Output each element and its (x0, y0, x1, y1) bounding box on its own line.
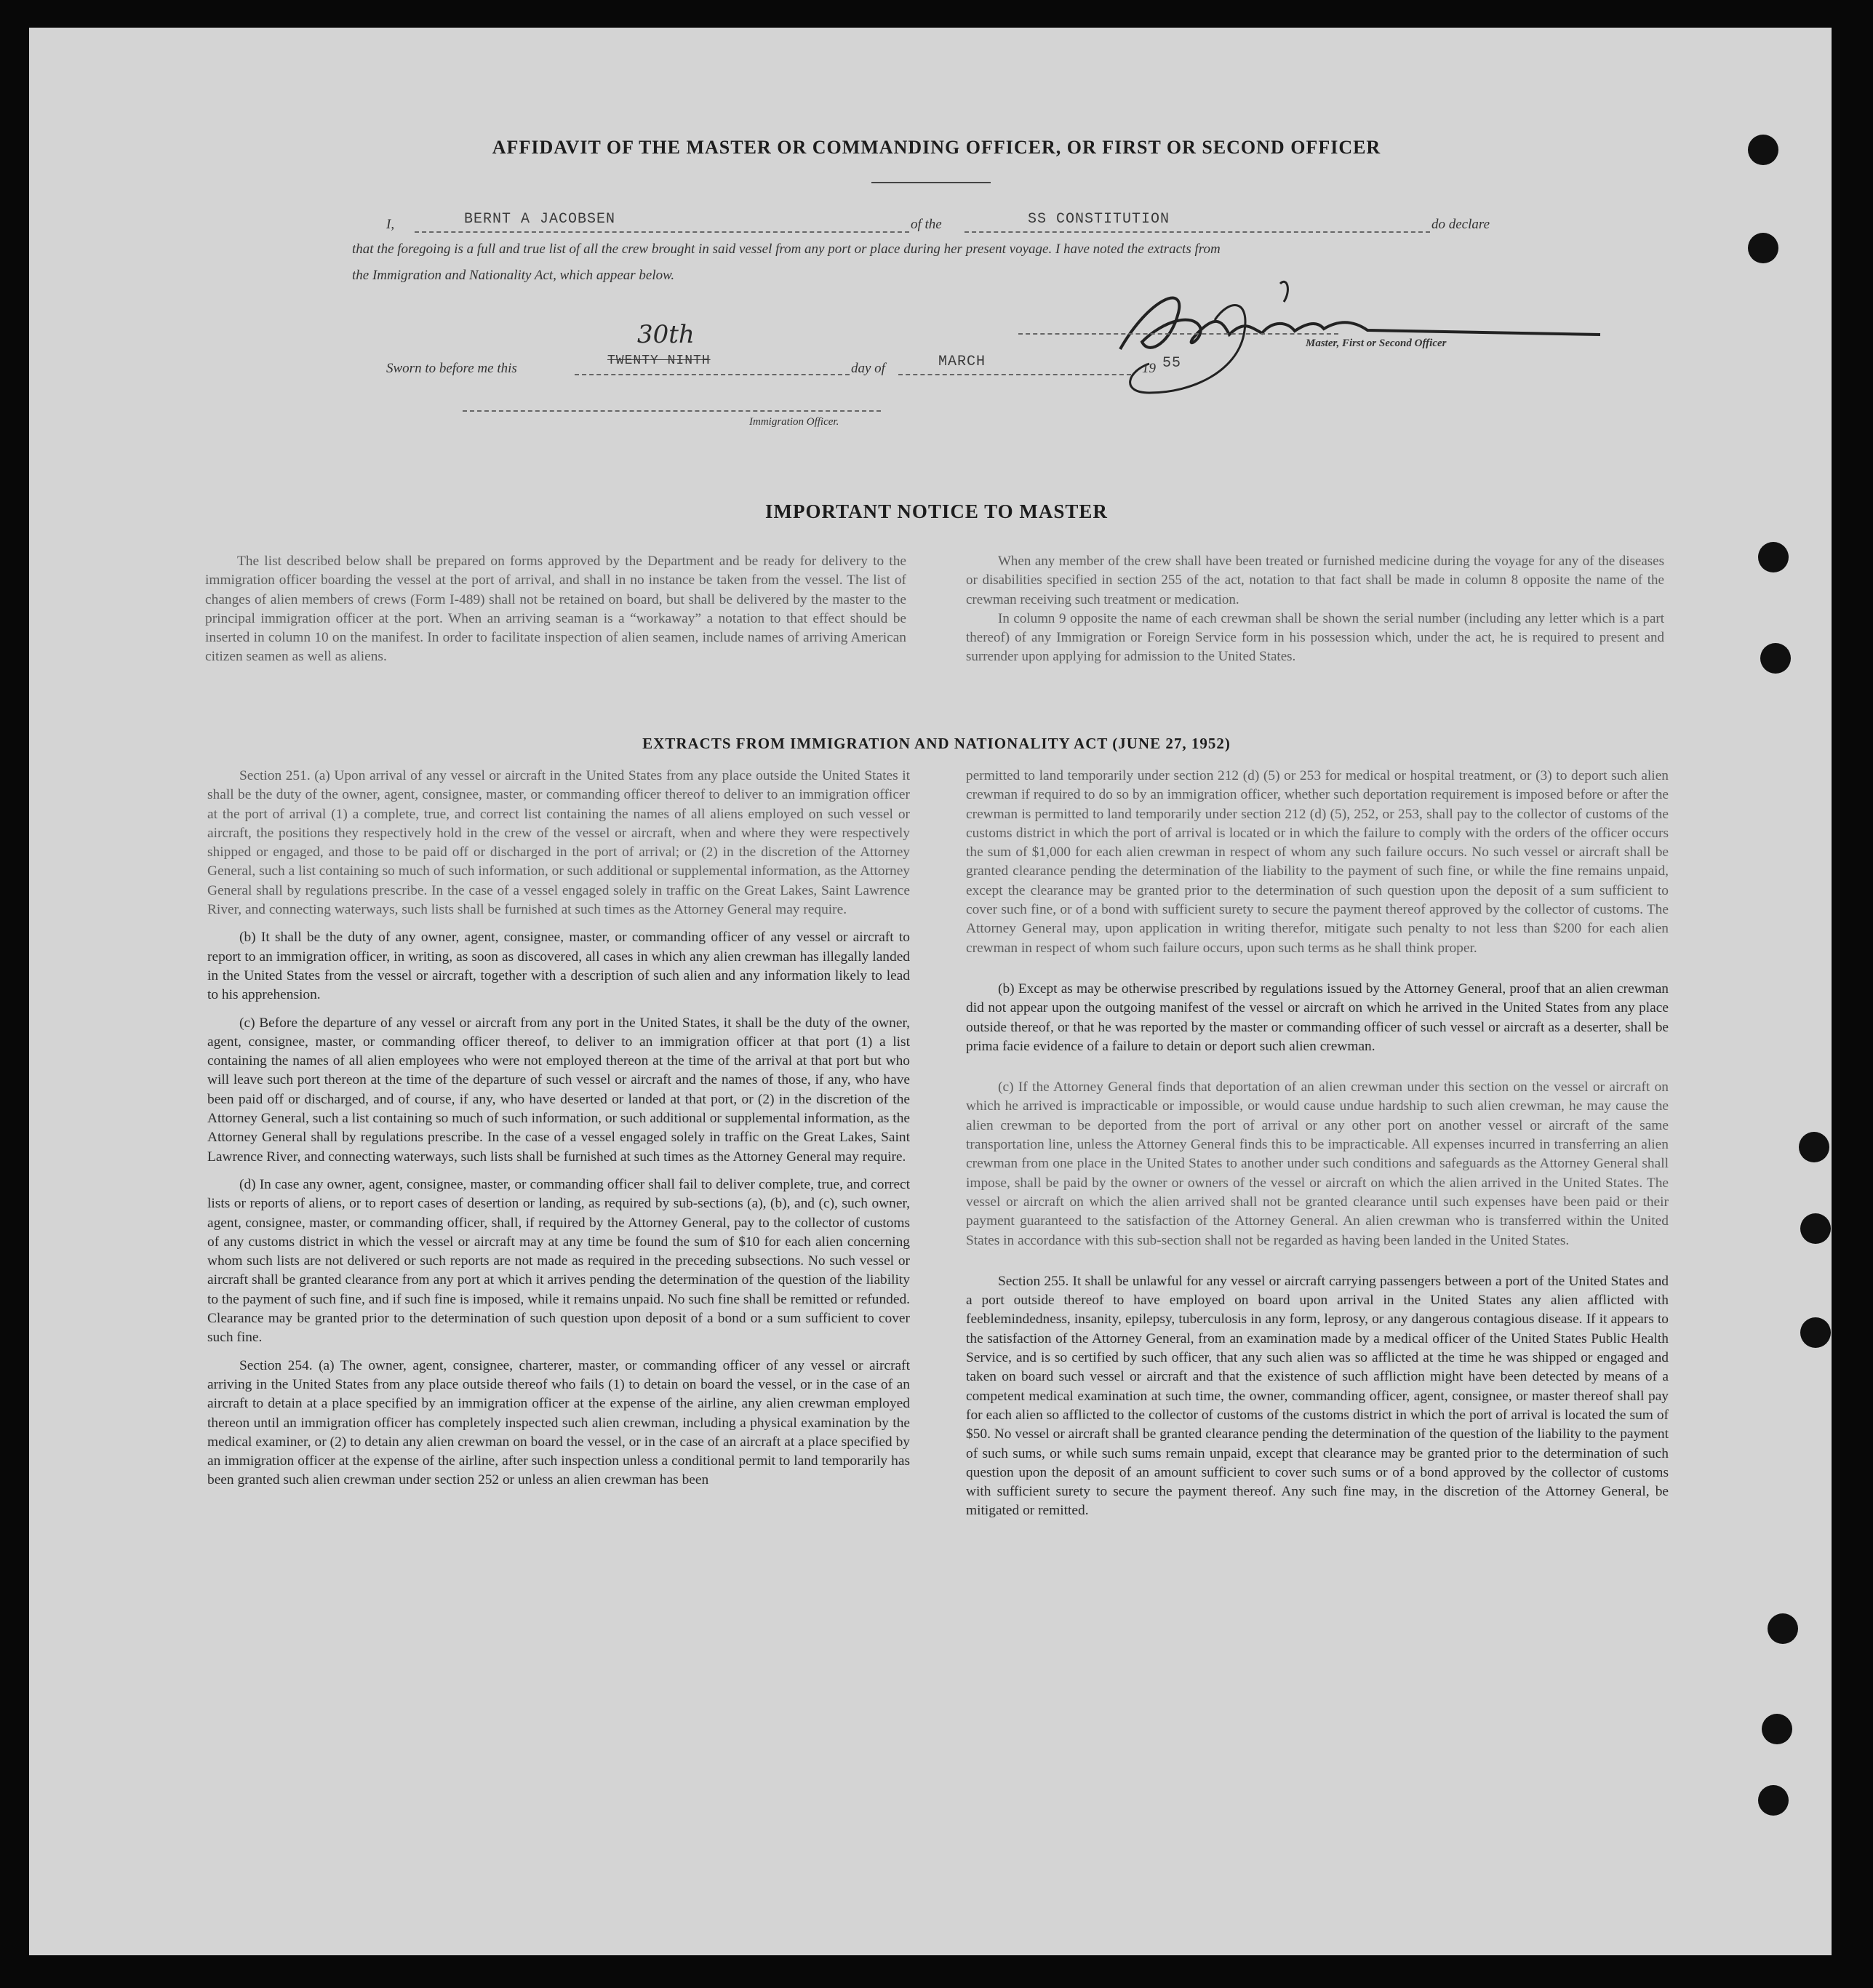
vessel-line (965, 231, 1430, 233)
day-line (575, 374, 850, 375)
day-of-label: day of (851, 361, 885, 376)
declaration-line-3: the Immigration and Nationality Act, which appear below. (352, 268, 675, 283)
punch-hole (1762, 1714, 1792, 1744)
extracts-left-column (207, 767, 910, 1499)
month: MARCH (938, 354, 986, 370)
section-251-b: (b) It shall be the duty of any owner, agent, consignee, master, or commanding officer of any vessel or aircraft to report to an immigration officer, in writing, as soon as discovered, all cases in which any alien crewman has illegally landed in the United States from the vessel or aircraft, together with a description of such alien and any information likely to lead to his apprehension. (207, 930, 910, 1003)
year: 55 (1162, 355, 1182, 372)
master-signature (1106, 269, 1615, 400)
section-255: Section 255. It shall be unlawful for any vessel or aircraft carrying passengers between a port of the United States and a port outside thereof to have employed on board upon arrival in the United States any alien afflicted with feeblemindedness, insanity, epilepsy, tuberculosis in any form, leprosy, or any dangerous contagious disease. If it appears to the satisfaction of the Attorney General, from an examination made by a medical officer of the United States Public Health Service, and is so certified by such officer, that any such alien was so afflicted at the time he was shipped or engaged and taken on board such vessel or aircraft and that the existence of such affliction might have been detected by means of a competent medical examination at such time, the owner, commanding officer, agent, consignee, or master thereof shall pay for each alien so afflicted to the collector of customs of the customs district in which the port of arrival is located the sum of $50. No vessel or aircraft shall be granted clearance pending the determination of the question of the liability to the payment of such sums, or while such sums remain unpaid, except that clearance may be granted prior to the determination of such question upon the deposit of an amount sufficient to cover such sums or of a bond approved by the collector of customs with sufficient surety to secure the payment thereof. Any such fine may, in the discretion of the Attorney General, be mitigated or remitted. (966, 1273, 1669, 1519)
extracts-right-column (966, 767, 1669, 1530)
section-251-d: (d) In case any owner, agent, consignee, master, or commanding officer shall fail to deliver complete, true, and correct lists or reports of aliens, or to report cases of desertion or landing, as required by sub-sections (a), (b), and (c), such owner, agent, consignee, master, or commanding officer, shall, if required by the Attorney General, pay to the collector of customs of any customs district in which the vessel or aircraft may at any time be found the sum of $10 for each alien concerning whom such lists are not delivered or such reports are not made as required in the preceding subsections. No such vessel or aircraft shall be granted clearance from any port at which it arrives pending the determination of the question of the liability to the payment of such fine, and if such fine is imposed, while it remains unpaid. No such fine shall be remitted or refunded. Clearance may be granted prior to the determination of such question upon deposit of a bond or a sum sufficient to cover such fine. (207, 1176, 910, 1346)
extracts-title: EXTRACTS FROM IMMIGRATION AND NATIONALITY ACT (JUNE 27, 1952) (642, 735, 1231, 752)
title-rule (871, 182, 991, 183)
immigration-officer-line (463, 410, 881, 412)
immigration-officer-label: Immigration Officer. (749, 416, 839, 428)
punch-hole (1800, 1317, 1831, 1348)
notice-title: IMPORTANT NOTICE TO MASTER (765, 500, 1108, 522)
section-251-a: Section 251. (a) Upon arrival of any vessel or aircraft in the United States from any place outside the United States it shall be the duty of the owner, agent, consignee, master, or commanding officer thereof to deliver to an immigration officer at the port of arrival (1) a complete, true, and correct list containing the names of all aliens employed on such vessel or aircraft, the positions they respectively hold in the crew of the vessel or aircraft, when and where they were respectively shipped or engaged, and those to be paid off or discharged in the port of arrival; or (2) in the discretion of the Attorney General, such a list containing so much of such information, or such additional or supplemental information, as the Attorney General shall by regulations prescribe. In the case of a vessel engaged solely in traffic on the Great Lakes, Saint Lawrence River, and connecting waterways, such lists shall be furnished at such times as the Attorney General may require. (207, 768, 910, 918)
punch-hole (1760, 643, 1791, 674)
of-the-label: of the (911, 217, 942, 232)
notice-left-text (205, 552, 906, 676)
section-254-c: (c) If the Attorney General finds that deportation of an alien crewman under this section on the vessel or aircraft on which he arrived is impracticable or impossible, or would cause undue hardship to such alien crewman, he may cause the alien crewman to be deported from the port of arrival or any other port on another vessel or aircraft of the same transportation line, unless the Attorney General finds this to be impracticable. All expenses incurred in transferring an alien crewman from one place in the United States to another under such conditions and safeguards as the Attorney General shall impose, shall be paid by the owner or owners of the vessel or aircraft on which the alien arrived in the United States. The vessel or aircraft on which the alien arrived shall not be granted clearance until such expenses have been paid or their payment guaranteed to the satisfaction of the Attorney General. An alien crewman who is transferred within the United States in accordance with this sub-section shall not be regarded as having been landed in the United States. (966, 1079, 1669, 1248)
notice-left-paragraph: The list described below shall be prepared on forms approved by the Department and be ready for delivery to the immigration officer boarding the vessel at the port of arrival, and shall in no instance be taken from the vessel. The list of changes of alien members of crews (Form I-489) shall not be retained on board, but shall be delivered by the master to the principal immigration officer at the port. When an arriving seaman is a “workaway” a notation to that effect should be inserted in column 10 on the manifest. In order to facilitate inspection of alien seamen, include names of arriving American citizen seamen as well as aliens. (205, 554, 906, 665)
i-label: I, (386, 217, 395, 232)
affidavit-title: AFFIDAVIT OF THE MASTER OR COMMANDING OFFICER, OR FIRST OR SECOND OFFICER (492, 137, 1381, 158)
section-254-a-continued: permitted to land temporarily under section 212 (d) (5) or 253 for medical or hospital treatment, or (3) to deport such alien crewman if required to do so by an immigration officer, whether such deportation requirement is imposed before or after the crewman is permitted to land temporarily under section 212 (d) (5), 252, or 253, shall pay to the collector of customs of the customs district in which the port of arrival is located or in which the failure to comply with the orders of the officer occurs the sum of $1,000 for each alien crewman in respect of whom any such failure occurs. No such vessel or aircraft shall be granted clearance pending the determination of the liability to the payment of such fine, or while the fine remains unpaid, except the clearance may be granted prior to the determination of such question upon the deposit of a sum sufficient to cover such fine, or of a bond with sufficient surety to secure the payment thereof approved by the collector of customs. The Attorney General may, upon application in writing therefor, mitigate such penalty to not less than $200 for each alien crewman in respect of whom such failure occurs, upon such terms as he shall think proper. (966, 768, 1669, 956)
month-line (898, 374, 1131, 375)
do-declare-label: do declare (1431, 217, 1490, 232)
master-name: BERNT A JACOBSEN (464, 211, 616, 228)
vessel-name: SS CONSTITUTION (1028, 211, 1170, 228)
section-254-b: (b) Except as may be otherwise prescribed by regulations issued by the Attorney General, proof that an alien crewman did not appear upon the outgoing manifest of the vessel or aircraft on which he arrived in the United States from any place outside thereof, or that he was reported by the master or commanding officer of such vessel or aircraft as a deserter, shall be prima facie evidence of a failure to detain or deport such alien crewman. (966, 981, 1669, 1054)
punch-hole (1800, 1213, 1831, 1244)
year-prefix: 19 (1142, 361, 1156, 376)
name-line (415, 231, 909, 233)
master-label: Master, First or Second Officer (1306, 338, 1447, 349)
notice-right-paragraph-2: In column 9 opposite the name of each crewman shall be shown the serial number (including any letter which is a part thereof) of any Immigration or Foreign Service form in his possession which, under the act, he is required to present and surrender upon applying for admission to the United States. (966, 610, 1664, 665)
declaration-line-2: that the foregoing is a full and true list of all the crew brought in said vessel from any port or place during her present voyage. I have noted the extracts from (352, 241, 1221, 257)
notice-right-text (966, 552, 1664, 676)
punch-hole (1758, 542, 1789, 572)
master-signature-line (1018, 333, 1338, 335)
punch-hole (1748, 233, 1778, 263)
punch-hole (1799, 1132, 1829, 1162)
section-254-a: Section 254. (a) The owner, agent, consignee, charterer, master, or commanding officer of any vessel or aircraft arriving in the United States from any place outside thereof who fails (1) to detain on board the vessel, or in the case of an aircraft to detain at a place specified by an immigration officer at the expense of the airline, any alien crewman employed thereon until an immigration officer has completely inspected such alien crewman, including a physical examination by the medical examiner, or (2) to detain any alien crewman on board the vessel, or in the case of an aircraft at a place specified by an immigration officer at the expense of the airline, after such inspection unless a conditional permit to land temporarily has been granted such alien crewman under section 252 or unless an alien crewman has been (207, 1357, 910, 1488)
punch-hole (1768, 1613, 1798, 1644)
sworn-label: Sworn to before me this (386, 361, 517, 376)
day-typed-struck: TWENTY NINTH (607, 354, 711, 368)
day-handwritten: 30th (637, 320, 695, 349)
section-251-c: (c) Before the departure of any vessel or aircraft from any port in the United States, it shall be the duty of the owner, agent, consignee, master, or commanding officer thereof, to deliver to an immigration officer at that port (1) a list containing the names of all alien employees who were not employed thereon at the time of the arrival at that port but who will leave such port thereon at the time of the departure of such vessel or aircraft and the names of those, if any, who have been paid off or discharged, and of course, if any, who have deserted or landed at that port, or (2) in the discretion of the Attorney General, such a list containing so much of such information, or such additional or supplemental information, as the Attorney General shall by regulations prescribe. In the case of a vessel engaged solely in traffic on the Great Lakes, Saint Lawrence River, and connecting waterways, such lists shall be furnished at such times as the Attorney General may require. (207, 1015, 910, 1165)
punch-hole (1758, 1785, 1789, 1816)
notice-right-paragraph-1: When any member of the crew shall have been treated or furnished medicine during the voyage for any of the diseases or disabilities specified in section 255 of the act, notation to that fact shall be made in column 8 opposite the name of the crewman receiving such treatment or medication. (966, 554, 1664, 607)
